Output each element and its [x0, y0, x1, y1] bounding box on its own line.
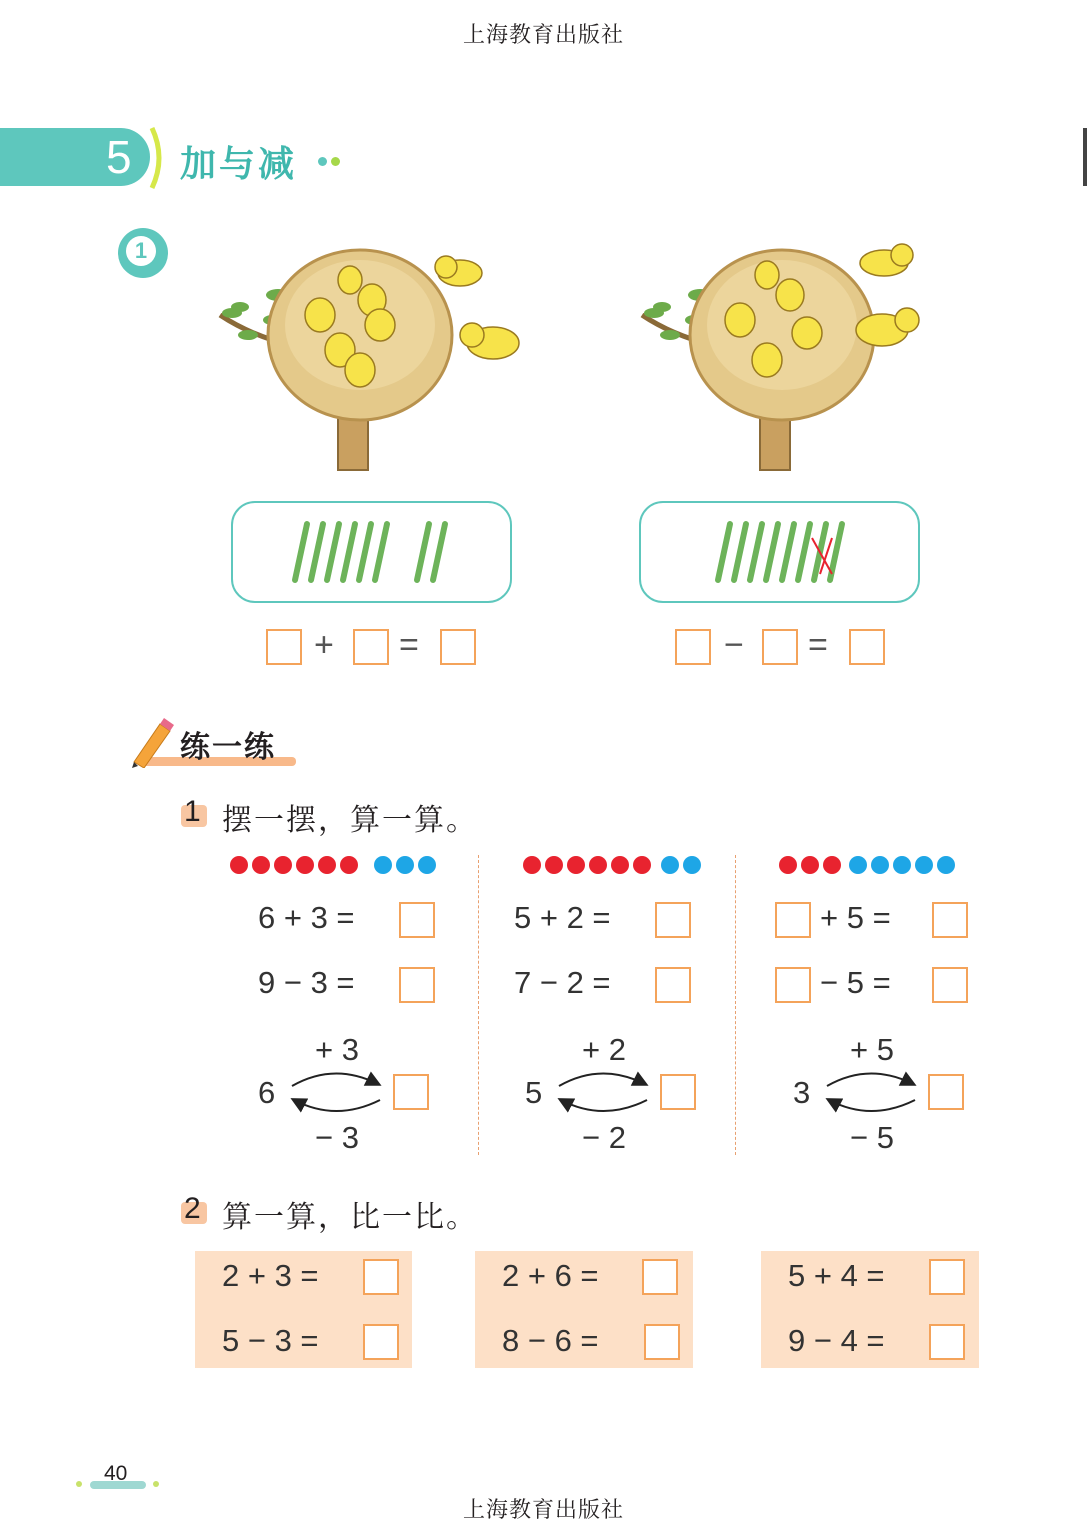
start-number: 3 [793, 1075, 811, 1110]
section-number: 5 [106, 131, 132, 183]
start-number: 5 [525, 1075, 543, 1110]
answer-box[interactable] [762, 629, 798, 665]
red-dot [801, 856, 819, 874]
cycle-arrows-icon [553, 1066, 653, 1118]
equation: 7 − 2 = [514, 965, 611, 1000]
blue-dot [871, 856, 889, 874]
red-dot [296, 856, 314, 874]
answer-box[interactable] [393, 1074, 429, 1110]
equation: 8 − 6 = [502, 1323, 599, 1358]
answer-box[interactable] [775, 902, 811, 938]
equation: 9 − 4 = [788, 1323, 885, 1358]
answer-box[interactable] [929, 1324, 965, 1360]
equation: 5 − 3 = [222, 1323, 319, 1358]
title-dot-icon [331, 157, 340, 166]
red-dot [589, 856, 607, 874]
answer-box[interactable] [642, 1259, 678, 1295]
equation: 2 + 6 = [502, 1258, 599, 1293]
cycle-arrows-icon [286, 1066, 386, 1118]
red-dot [230, 856, 248, 874]
equation: 5 + 4 = [788, 1258, 885, 1293]
answer-box[interactable] [266, 629, 302, 665]
answer-box[interactable] [644, 1324, 680, 1360]
answer-box[interactable] [399, 967, 435, 1003]
red-dot [318, 856, 336, 874]
page-dot-icon [153, 1481, 159, 1487]
answer-box[interactable] [353, 629, 389, 665]
red-dot [611, 856, 629, 874]
cycle-arrows-icon [821, 1066, 921, 1118]
nest-tree-illustration-right [632, 225, 962, 475]
minus-label: − 2 [582, 1120, 626, 1155]
blue-dot [893, 856, 911, 874]
red-dot [252, 856, 270, 874]
counting-sticks-left [285, 518, 465, 586]
answer-box[interactable] [363, 1324, 399, 1360]
page-number: 40 [104, 1462, 128, 1485]
red-dot [523, 856, 541, 874]
red-dot [340, 856, 358, 874]
red-dot [823, 856, 841, 874]
minus-label: − 3 [315, 1120, 359, 1155]
start-number: 6 [258, 1075, 276, 1110]
blue-dot [849, 856, 867, 874]
plus-label: + 2 [582, 1032, 626, 1067]
answer-box[interactable] [399, 902, 435, 938]
answer-box[interactable] [675, 629, 711, 665]
answer-box[interactable] [440, 629, 476, 665]
nest-tree-illustration-left [210, 225, 540, 475]
plus-label: + 3 [315, 1032, 359, 1067]
plus-label: + 5 [850, 1032, 894, 1067]
answer-box[interactable] [660, 1074, 696, 1110]
red-dot [779, 856, 797, 874]
red-dot [633, 856, 651, 874]
equation: 6 + 3 = [258, 900, 355, 935]
blue-dot [374, 856, 392, 874]
plus-sign: + [314, 626, 334, 664]
title-dot-icon [318, 157, 327, 166]
equation: − 5 = [820, 965, 891, 1000]
answer-box[interactable] [655, 902, 691, 938]
blue-dot [915, 856, 933, 874]
answer-box[interactable] [932, 902, 968, 938]
counting-sticks-right [708, 518, 858, 586]
column-divider [735, 855, 736, 1155]
answer-box[interactable] [928, 1074, 964, 1110]
practice-label: 练一练 [180, 730, 276, 765]
red-dot [274, 856, 292, 874]
question-text: 摆一摆，算一算。 [222, 803, 478, 838]
red-dot [567, 856, 585, 874]
equals-sign: = [808, 626, 828, 664]
blue-dot [418, 856, 436, 874]
answer-box[interactable] [775, 967, 811, 1003]
equation: 2 + 3 = [222, 1258, 319, 1293]
answer-box[interactable] [655, 967, 691, 1003]
page-dot-icon [76, 1481, 82, 1487]
question-number: 2 [184, 1192, 201, 1225]
question-number: 1 [184, 795, 201, 828]
answer-box[interactable] [932, 967, 968, 1003]
section-title: 加与减 [180, 143, 298, 185]
red-dot [545, 856, 563, 874]
equation: 9 − 3 = [258, 965, 355, 1000]
footer-publisher: 上海教育出版社 [462, 1498, 624, 1523]
section-bracket-icon [148, 126, 168, 190]
blue-dot [937, 856, 955, 874]
answer-box[interactable] [849, 629, 885, 665]
example-marker [118, 228, 168, 278]
pencil-icon [128, 716, 174, 768]
blue-dot [683, 856, 701, 874]
answer-box[interactable] [363, 1259, 399, 1295]
blue-dot [396, 856, 414, 874]
minus-sign: − [724, 626, 744, 664]
blue-dot [661, 856, 679, 874]
question-text: 算一算，比一比。 [222, 1200, 478, 1235]
equation: + 5 = [820, 900, 891, 935]
minus-label: − 5 [850, 1120, 894, 1155]
column-divider [478, 855, 479, 1155]
example-marker-number: 1 [126, 236, 156, 266]
answer-box[interactable] [929, 1259, 965, 1295]
page-edge-mark [1083, 128, 1087, 186]
header-publisher: 上海教育出版社 [462, 23, 624, 48]
equals-sign: = [399, 626, 419, 664]
equation: 5 + 2 = [514, 900, 611, 935]
